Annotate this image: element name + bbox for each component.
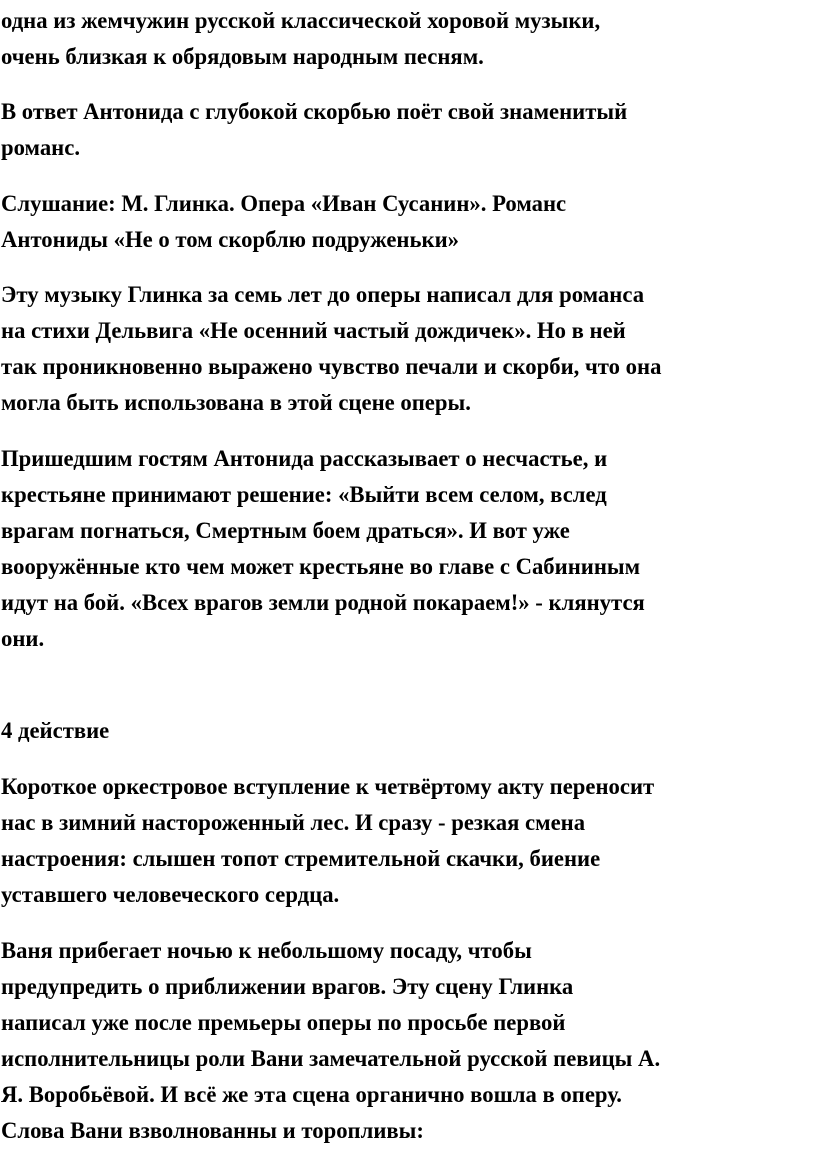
paragraph-antonida-romance xyxy=(1,94,627,166)
text-line: они. xyxy=(1,626,45,651)
text-line: одна из жемчужин русской классической хоровой музыки, xyxy=(1,8,601,33)
text-line: Короткое оркестровое вступление к четвёртому акту переносит xyxy=(1,774,655,799)
text-line: могла быть использована в этой сцене оперы. xyxy=(1,390,471,415)
paragraph-vanya-scene xyxy=(1,933,660,1149)
text-line: так проникновенно выражено чувство печали и скорби, что она xyxy=(1,354,662,379)
text-line: крестьяне принимают решение: «Выйти всем селом, вслед xyxy=(1,482,607,507)
text-line: на стихи Дельвига «Не осенний частый дождичек». Но в ней xyxy=(1,318,626,343)
paragraph-glinka-delvig xyxy=(1,277,661,421)
paragraph-peasants-decision xyxy=(1,441,645,657)
paragraph-listening xyxy=(1,186,566,258)
text-line: настроения: слышен топот стремительной скачки, биение xyxy=(1,846,601,871)
text-line: романс. xyxy=(1,135,80,160)
paragraph-choral-music xyxy=(1,3,600,75)
text-line: врагам погнаться, Смертным боем драться». И вот уже xyxy=(1,518,570,543)
text-line: Антониды «Не о том скорблю подруженьки» xyxy=(1,227,459,252)
text-line: написал уже после премьеры оперы по просьбе первой xyxy=(1,1010,566,1035)
text-line: идут на бой. «Всех врагов земли родной покараем!» - клянутся xyxy=(1,590,645,615)
text-line: Ваня прибегает ночью к небольшому посаду, чтобы xyxy=(1,938,532,963)
text-line: Слова Вани взволнованны и торопливы: xyxy=(1,1118,424,1143)
text-line: исполнительницы роли Вани замечательной русской певицы А. xyxy=(1,1046,661,1071)
text-line: нас в зимний настороженный лес. И сразу - резкая смена xyxy=(1,810,586,835)
text-line: Пришедшим гостям Антонида рассказывает о несчастье, и xyxy=(1,446,608,471)
text-line: уставшего человеческого сердца. xyxy=(1,882,340,907)
section-heading-act-4 xyxy=(1,713,109,749)
text-line: Слушание: М. Глинка. Опера «Иван Сусанин». Романс xyxy=(1,191,567,216)
text-line: В ответ Антонида с глубокой скорбью поёт свой знаменитый xyxy=(1,99,628,124)
heading-line: 4 действие xyxy=(1,718,110,743)
text-line: Эту музыку Глинка за семь лет до оперы написал для романса xyxy=(1,282,645,307)
text-line: вооружённые кто чем может крестьяне во главе с Сабининым xyxy=(1,554,641,579)
paragraph-orchestral-intro xyxy=(1,769,654,913)
text-line: Я. Воробьёвой. И всё же эта сцена органично вошла в оперу. xyxy=(1,1082,622,1107)
text-line: очень близкая к обрядовым народным песням. xyxy=(1,44,484,69)
text-line: предупредить о приближении врагов. Эту сцену Глинка xyxy=(1,974,574,999)
